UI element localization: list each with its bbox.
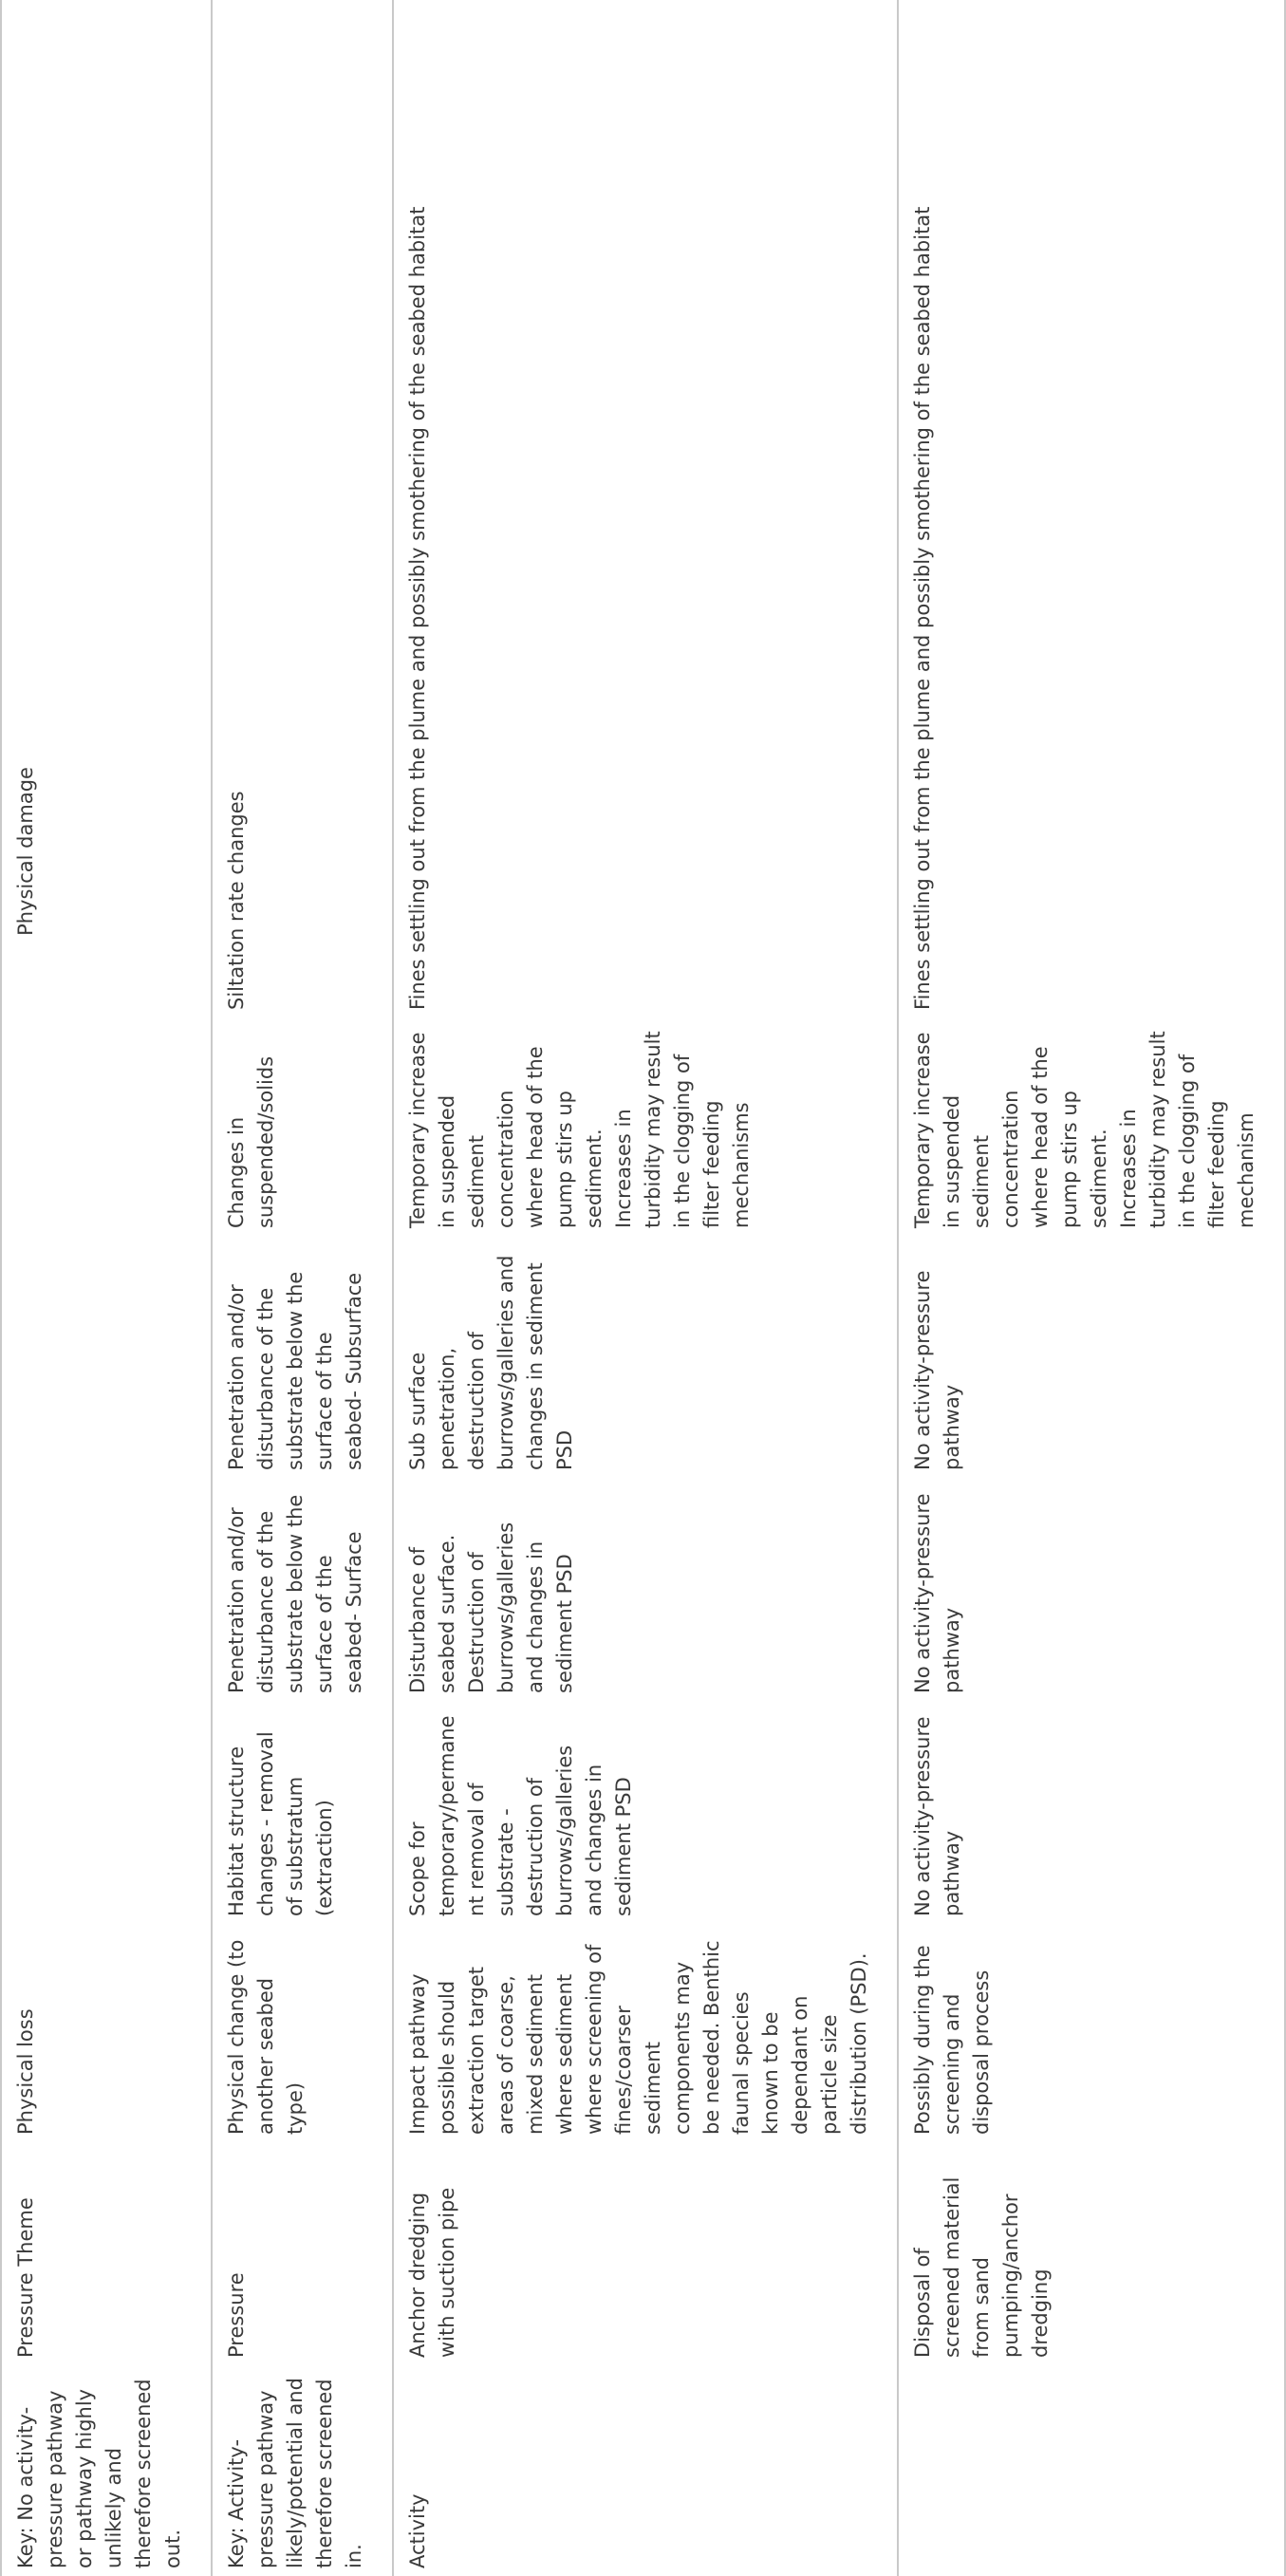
table-cell: Scope for temporary/permanent removal of substrate - destruction of burrows/galleries and changes in sediment PSD [393,1703,898,1926]
table-cell: Possibly during the screening and disposal process [898,1926,1285,2144]
table-cell: Sub surface penetration, destruction of burrows/galleries and changes in sediment PSD [393,1238,898,1480]
table-cell: Temporary increase in suspended sediment concentration where head of the pump stirs up sediment. Increases in turbidity may result in the clogging of filter feeding mechanism [898,1019,1285,1238]
pressure-physical-change: Physical change (to another seabed type) [212,1926,393,2144]
table-cell: No activity-pressure pathway [898,1480,1285,1703]
table-cell: Fines settling out from the plume and possibly smothering of the seabed habitat [898,0,1285,1019]
table-cell: No activity-pressure pathway [898,1238,1285,1480]
table-row [898,0,1285,2576]
pressure-label: Pressure [212,2144,393,2367]
table-cell: Temporary increase in suspended sediment concentration where head of the pump stirs up sediment. Increases in turbidity may result in the clogging of filter feeding mechanisms [393,1019,898,1238]
pressure-habitat-structure-changes: Habitat structure changes - removal of substratum (extraction) [212,1703,393,1926]
key-pathway-likely-cell: Key: Activity-pressure pathway likely/potential and therefore screened in. [212,2367,393,2576]
table-cell: No activity-pressure pathway [898,1703,1285,1926]
key-no-pathway-cell: Key: No activity-pressure pathway or pathway highly unlikely and therefore screened out. [1,2367,212,2576]
activity-name: Disposal of screened material from sand pumping/anchor dredging [898,2144,1285,2367]
activity-name: Anchor dredging with suction pipe [393,2144,898,2367]
physical-loss-header: Physical loss [1,1703,212,2144]
empty-cell [898,2367,1285,2576]
table-row [393,0,898,2576]
physical-damage-header: Physical damage [1,0,212,1703]
activity-label: Activity [393,2367,898,2576]
pressure-theme-label: Pressure Theme [1,2144,212,2367]
pressure-row [212,0,393,2576]
pressure-siltation-rate: Siltation rate changes [212,0,393,1019]
table-header-row [1,0,212,2576]
pressure-penetration-subsurface: Penetration and/or disturbance of the substrate below the surface of the seabed- Subsurface [212,1238,393,1480]
table-cell: Disturbance of seabed surface. Destruction of burrows/galleries and changes in sediment PSD [393,1480,898,1703]
table-cell: Fines settling out from the plume and possibly smothering of the seabed habitat [393,0,898,1019]
pressure-penetration-surface: Penetration and/or disturbance of the substrate below the surface of the seabed- Surface [212,1480,393,1703]
pressure-suspended-solids: Changes in suspended/solids [212,1019,393,1238]
table-cell: Impact pathway possible should extraction target areas of coarse, mixed sediment where sediment where screening of fines/coarser sediment components may be needed. Benthic faunal species known to be dependant on particle size distribution (PSD). [393,1926,898,2144]
